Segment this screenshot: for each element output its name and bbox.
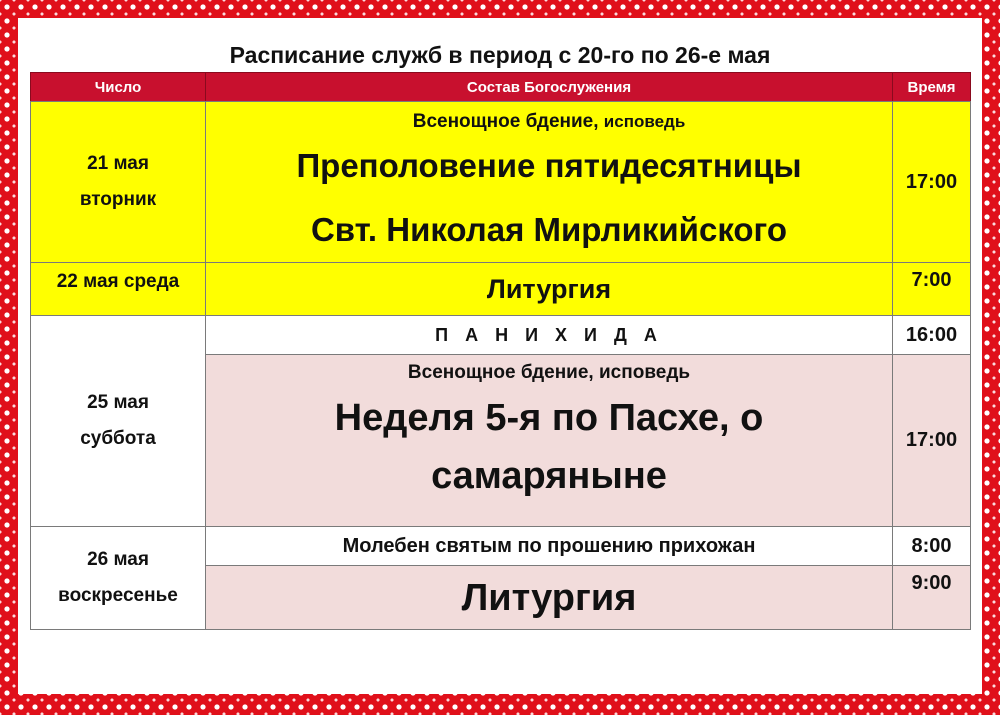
row4-date-weekday: воскресенье [58, 585, 178, 606]
row3-sunday-title-line1: Неделя 5-я по Пасхе, о [334, 397, 764, 439]
row4-date-day: 26 мая [87, 549, 149, 570]
row4-date [30, 526, 206, 630]
row2-time: 7:00 [892, 262, 971, 316]
header-date: Число [30, 72, 206, 102]
row3-panikhida: П А Н И Х И Д А [205, 315, 893, 355]
row3-service-vigil: Всенощное бдение, исповедь [407, 362, 691, 383]
row1-saint-title: Свт. Николая Мирликийского [310, 211, 788, 248]
row3-date-weekday: суббота [80, 428, 156, 449]
row1-service-vigil: Всенощное бдение, исповедь [412, 111, 686, 132]
row3-date-day: 25 мая [87, 392, 149, 413]
row1-date-day: 21 мая [87, 153, 149, 174]
row1-service [205, 101, 893, 263]
row3-time-b: 17:00 [892, 354, 971, 527]
header-service: Состав Богослужения [205, 72, 893, 102]
row4-time-b: 9:00 [892, 565, 971, 630]
row3-sunday-title-line2: самаряныне [431, 455, 667, 497]
row1-date [30, 101, 206, 263]
header-time: Время [892, 72, 971, 102]
row4-moleben: Молебен святым по прошению прихожан [205, 526, 893, 566]
row2-service: Литургия [205, 262, 893, 316]
schedule-title: Расписание служб в период с 20-го по 26-е мая [229, 42, 771, 68]
row4-time-a: 8:00 [892, 526, 971, 566]
row2-date: 22 мая среда [30, 262, 206, 316]
row1-time: 17:00 [892, 101, 971, 263]
row1-feast-title: Преполовение пятидесятницы [296, 147, 802, 184]
row4-liturgy: Литургия [205, 565, 893, 630]
schedule-sheet [18, 18, 982, 694]
row1-date-weekday: вторник [79, 189, 157, 210]
row3-time-a: 16:00 [892, 315, 971, 355]
row3-date [30, 315, 206, 527]
row3-service [205, 354, 893, 527]
